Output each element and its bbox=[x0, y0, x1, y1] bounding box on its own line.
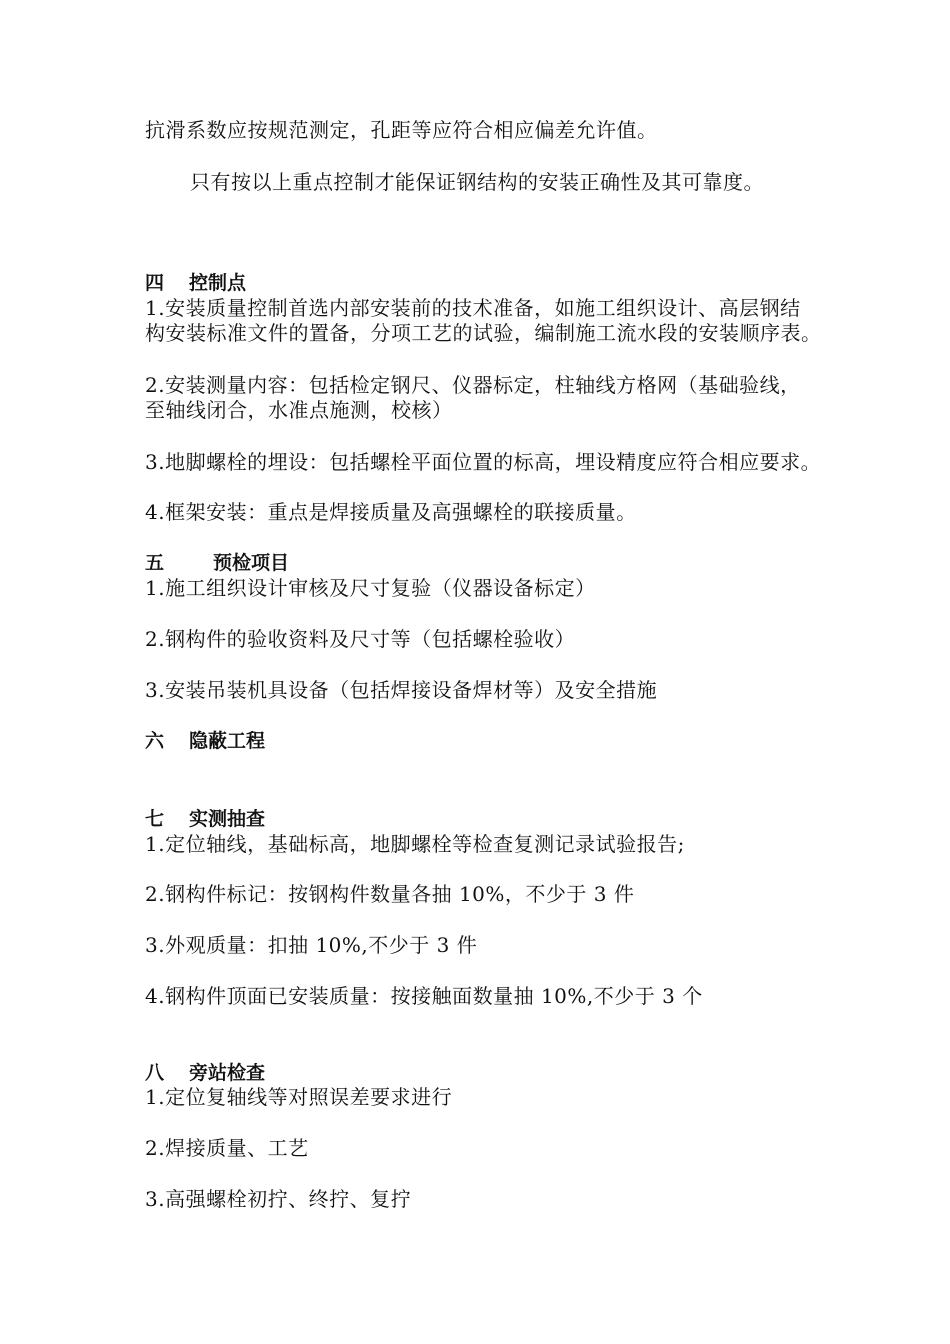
section-number: 六 bbox=[145, 730, 165, 752]
section-heading-6 bbox=[145, 729, 265, 753]
list-item: 3.外观质量：扣抽 10%,不少于 3 件 bbox=[145, 933, 478, 957]
list-item: 4.钢构件顶面已安装质量：按接触面数量抽 10%,不少于 3 个 bbox=[145, 984, 703, 1008]
list-item: 1.安装质量控制首选内部安装前的技术准备，如施工组织设计、高层钢结 bbox=[145, 296, 801, 320]
section-number: 五 bbox=[145, 552, 165, 574]
section-number: 四 bbox=[145, 272, 165, 294]
list-item: 1.定位复轴线等对照误差要求进行 bbox=[145, 1085, 453, 1109]
paragraph-anti-slip: 抗滑系数应按规范测定，孔距等应符合相应偏差允许值。 bbox=[145, 118, 658, 142]
list-item: 2.钢构件标记：按钢构件数量各抽 10%，不少于 3 件 bbox=[145, 882, 635, 906]
section-title: 控制点 bbox=[189, 272, 247, 294]
list-item: 2.钢构件的验收资料及尺寸等（包括螺栓验收） bbox=[145, 627, 576, 651]
list-item: 至轴线闭合，水准点施测，校核） bbox=[145, 398, 453, 422]
section-number: 七 bbox=[145, 808, 165, 830]
list-item: 1.施工组织设计审核及尺寸复验（仪器设备标定） bbox=[145, 576, 596, 600]
list-item: 2.安装测量内容：包括检定钢尺、仪器标定，柱轴线方格网（基础验线， bbox=[145, 373, 801, 397]
section-heading-4 bbox=[145, 271, 246, 295]
section-heading-7 bbox=[145, 807, 265, 831]
section-title: 隐蔽工程 bbox=[189, 730, 266, 752]
list-item: 2.焊接质量、工艺 bbox=[145, 1136, 309, 1160]
section-number: 八 bbox=[145, 1062, 165, 1084]
list-item: 3.安装吊装机具设备（包括焊接设备焊材等）及安全措施 bbox=[145, 678, 658, 702]
list-item: 3.地脚螺栓的埋设：包括螺栓平面位置的标高，埋设精度应符合相应要求。 bbox=[145, 450, 822, 474]
section-title: 实测抽查 bbox=[189, 808, 266, 830]
section-title: 旁站检查 bbox=[189, 1062, 266, 1084]
list-item: 3.高强螺栓初拧、终拧、复拧 bbox=[145, 1187, 412, 1211]
list-item: 4.框架安装：重点是焊接质量及高强螺栓的联接质量。 bbox=[145, 500, 637, 524]
paragraph-summary: 只有按以上重点控制才能保证钢结构的安装正确性及其可靠度。 bbox=[190, 170, 764, 194]
section-title: 预检项目 bbox=[213, 552, 290, 574]
list-item: 1.定位轴线，基础标高，地脚螺栓等检查复测记录试验报告; bbox=[145, 832, 685, 856]
section-heading-8 bbox=[145, 1061, 265, 1085]
list-item: 构安装标准文件的置备，分项工艺的试验，编制施工流水段的安装顺序表。 bbox=[145, 321, 822, 345]
section-heading-5 bbox=[145, 551, 289, 575]
